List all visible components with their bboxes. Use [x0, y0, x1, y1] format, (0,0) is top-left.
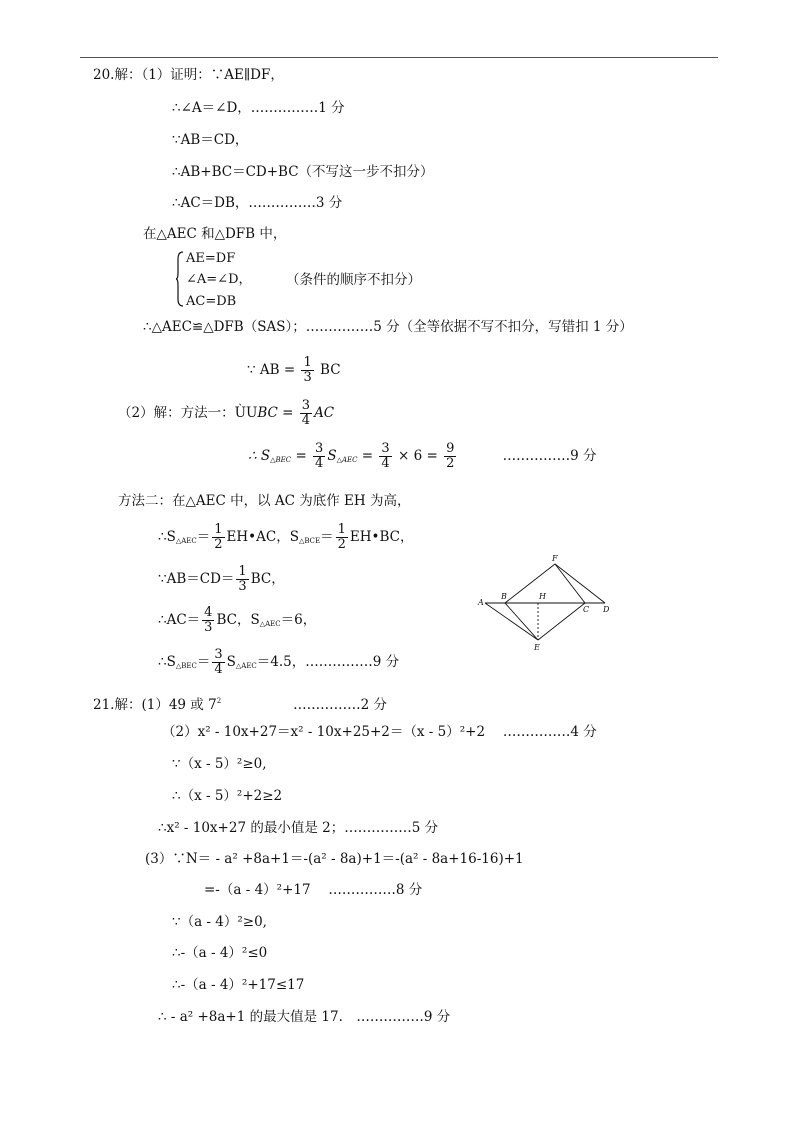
system-note: （条件的顺序不扣分）	[286, 272, 421, 288]
system-brace	[176, 251, 184, 307]
method1-premise	[247, 355, 341, 385]
part2-bc: BC	[257, 405, 278, 421]
q21-line-2: （2）x² - 10x+27＝x² - 10x+25+2＝（x - 5）²+2 ……………4 分	[162, 724, 597, 740]
geometry-figure	[475, 550, 615, 655]
method2-line-2: ∵AB＝CD＝ $\frac{1}{3}$ BC，	[158, 564, 285, 594]
fraction-nine-halves: $\frac{9}{2}$	[446, 441, 455, 471]
label-e: E	[534, 643, 540, 652]
q21-line-7: =-（a - 4）²+17 ……………8 分	[204, 882, 423, 898]
line-eb	[505, 603, 538, 640]
q21-line-9: ∴-（a - 4）²≤0	[172, 945, 268, 961]
label-f: F	[552, 554, 558, 563]
q20-line-5: 在△AEC 和△DFB 中，	[143, 226, 287, 242]
method2-title: 方法二：在△AEC 中，以 AC 为底作 EH 为高，	[118, 493, 411, 509]
label-b: B	[501, 592, 507, 601]
q20-line-6: ∴△AEC≌△DFB（SAS）；……………5 分（全等依据不写不扣分，写错扣 1 分）	[143, 319, 633, 335]
garbled-symbol: ÙU	[234, 405, 258, 421]
line-bf	[505, 564, 555, 603]
fraction-three-quarters: $\frac{3}{4}$	[381, 441, 390, 471]
label-a: A	[478, 598, 484, 607]
method2-line-1: $\therefore S_{\triangle AEC}=$ $\frac{1}{2}$ EH•AC，$S_{\triangle BCE}=$ $\frac{1}{2}$ EH•BC，	[158, 522, 414, 552]
method1-because: ∵ AB =	[247, 362, 296, 378]
q21-line-10: ∴-（a - 4）²+17≤17	[172, 977, 305, 993]
label-h: H	[539, 592, 546, 601]
q20-title: 20.解：（1）证明：∵AE∥DF，	[93, 67, 284, 83]
equals-sign: =	[282, 405, 294, 421]
fraction-three-quarters: $\frac{3}{4}$	[315, 441, 324, 471]
system-line-2: ∠A=∠D，	[186, 272, 252, 287]
part2-heading	[118, 398, 334, 428]
line-ae	[485, 603, 538, 640]
header-rule	[80, 57, 718, 58]
part2-calculation: ∴ $S_{\triangle BEC}$ = $\frac{3}{4}$ $S_{\triangle AEC}$ = $\frac{3}{4}$ × 6 = $\frac{9}{2}$ ……………9 分	[248, 441, 597, 471]
q21-line-4: ∴（x - 5）²+2≥2	[172, 788, 283, 804]
q21-line-3: ∵（x - 5）²≥0,	[172, 756, 267, 772]
q21-line-11: ∴ - a² +8a+1 的最大值是 17. ……………9 分	[158, 1009, 451, 1025]
method1-bc: BC	[320, 362, 341, 378]
method2-line-3: ∴AC＝ $\frac{4}{3}$ BC，$S_{\triangle AEC}=6$，	[158, 605, 317, 635]
line-ec	[538, 603, 585, 640]
q21-line-5: ∴x² - 10x+27 的最小值是 2；……………5 分	[158, 820, 439, 836]
q20-line-3: ∴AB+BC＝CD+BC（不写这一步不扣分）	[172, 164, 434, 180]
fraction-one-third: $\frac{1}{3}$	[303, 355, 312, 385]
part2-score: ……………9 分	[502, 448, 597, 464]
q20-line-4: ∴AC＝DB，……………3 分	[172, 195, 343, 211]
q21-line-1: 21.解：(1）49 或 $7^2$ ……………2 分	[93, 697, 388, 713]
system-line-1: AE=DF	[186, 251, 236, 266]
q20-line-1: ∴∠A＝∠D，……………1 分	[172, 100, 345, 116]
fraction-three-quarters: $\frac{3}{4}$	[301, 398, 311, 428]
label-d: D	[603, 605, 610, 614]
q20-line-2: ∵AB＝CD，	[172, 132, 249, 148]
part2-ac: AC	[314, 405, 335, 421]
method2-line-4: $\therefore S_{\triangle BEC}=$ $\frac{3}{4}$ $S_{\triangle AEC}=4.5$，……………9 分	[158, 647, 400, 677]
system-line-3: AC=DB	[186, 294, 237, 309]
q21-line-6: (3）∵N＝ - a² +8a+1＝-(a² - 8a)+1＝-(a² - 8a+16-16)+1	[145, 851, 524, 867]
q21-line-8: ∵（a - 4）²≥0,	[172, 914, 267, 930]
label-c: C	[583, 605, 590, 614]
part2-label: （2）解：方法一：	[118, 405, 235, 421]
